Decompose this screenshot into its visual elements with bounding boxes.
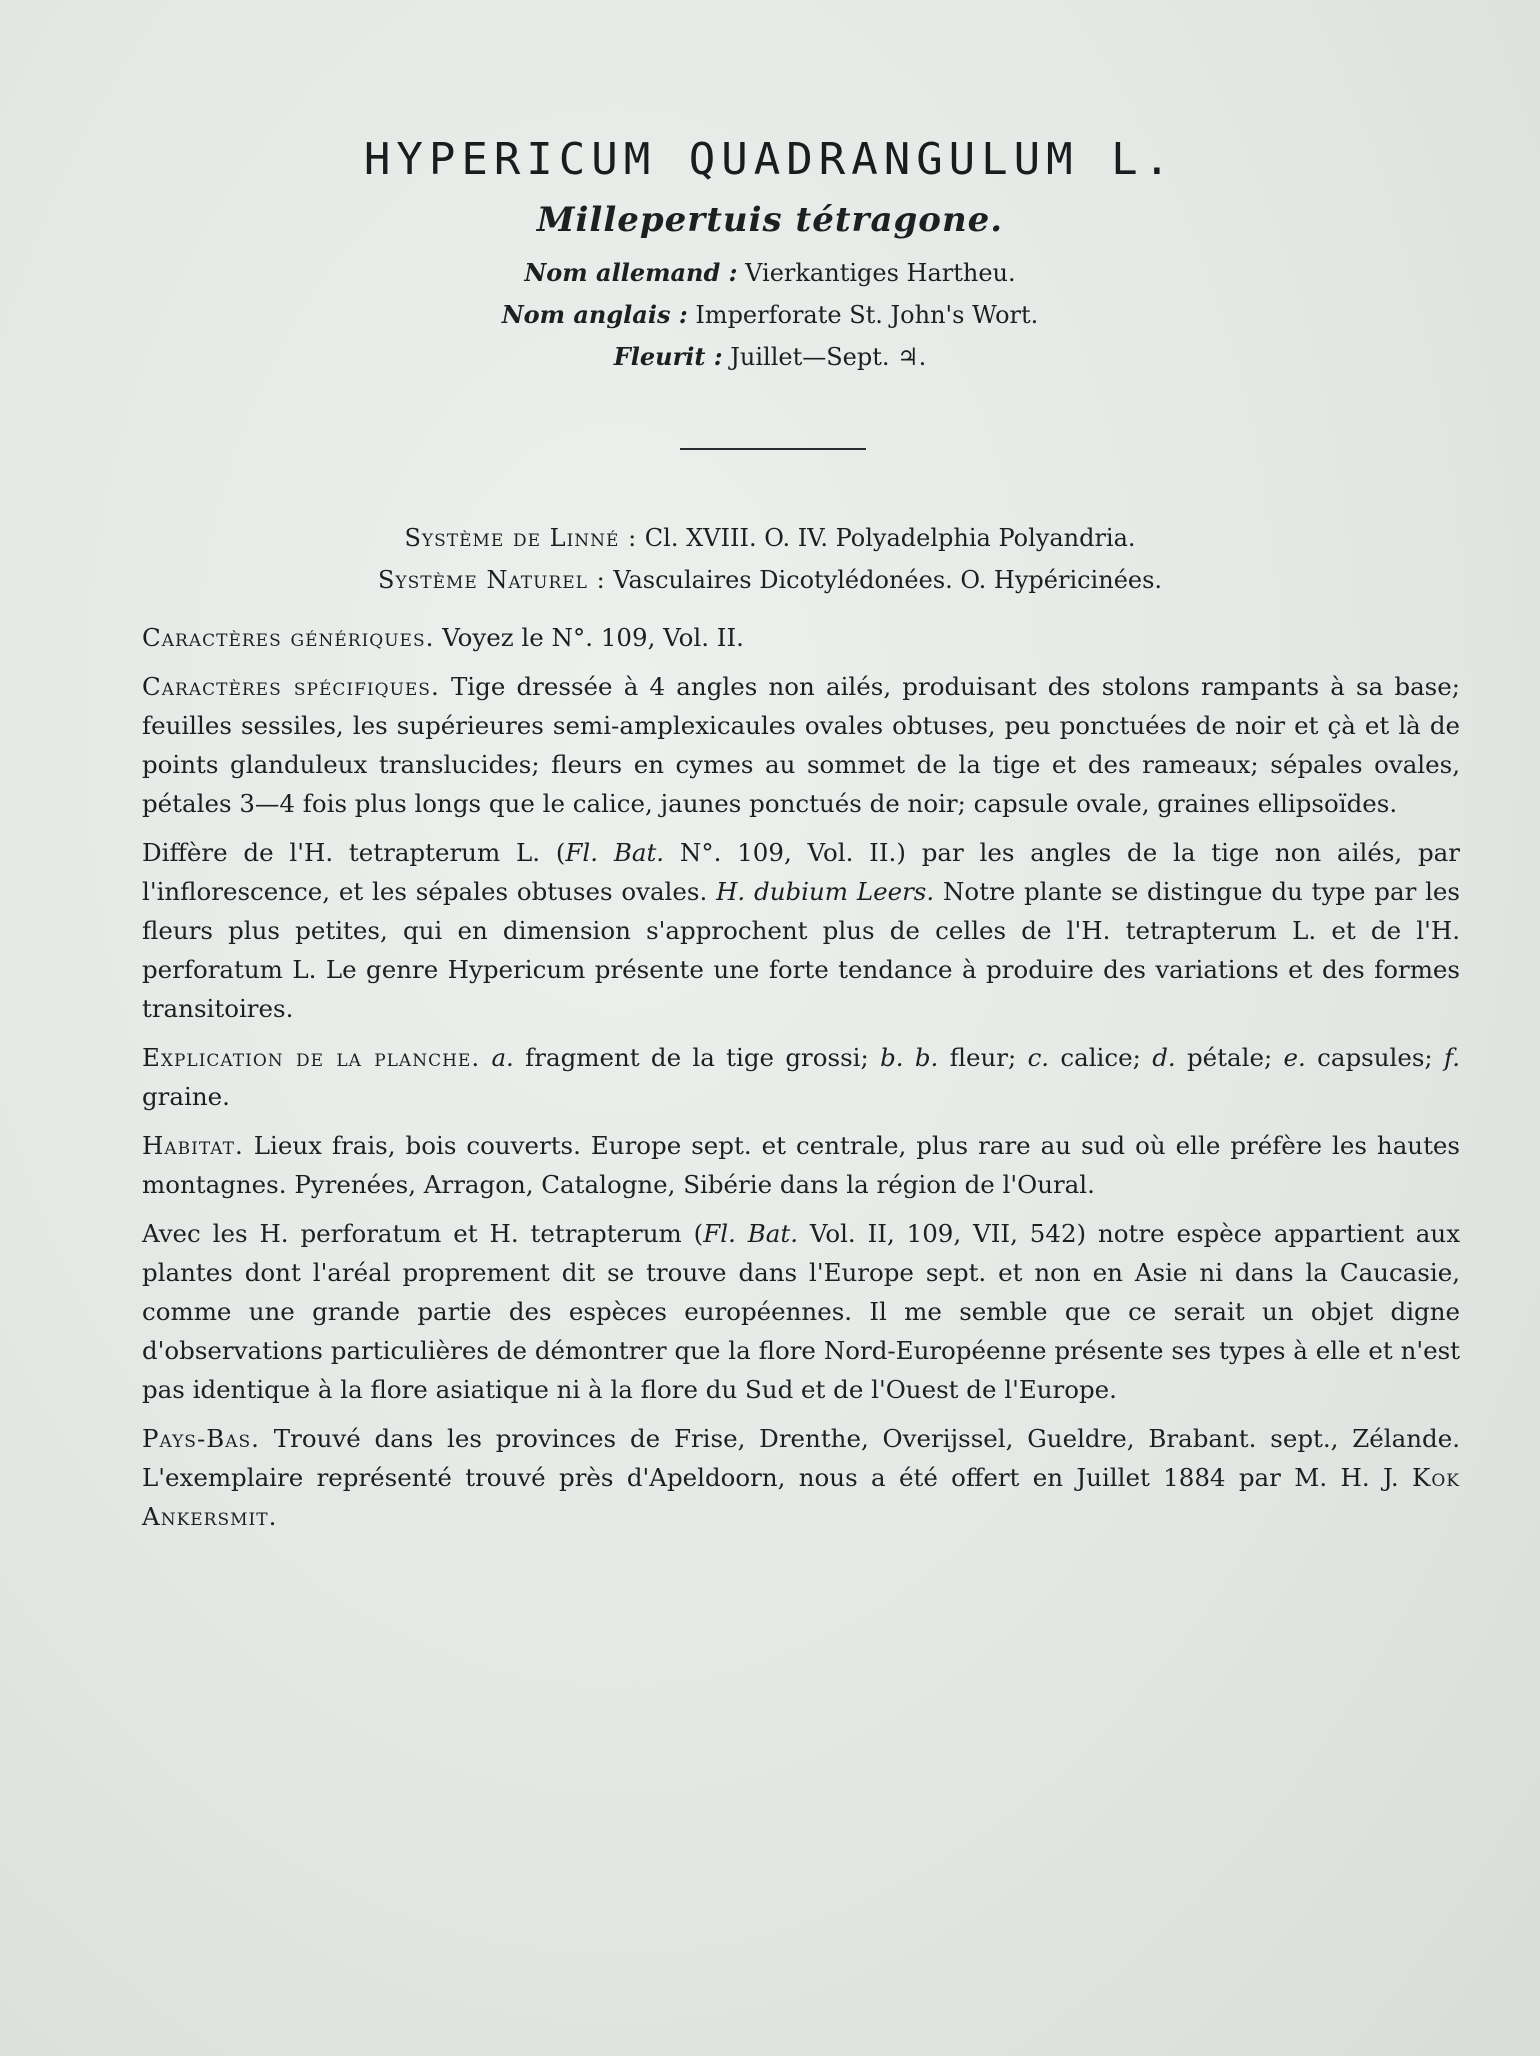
- distribution-text-a: Avec les H. perforatum et H. tetrapterum (: [142, 1219, 704, 1248]
- specific-characters-label: Caractères spécifiques.: [142, 672, 440, 701]
- habitat-paragraph: [142, 1126, 1460, 1204]
- differs-text-c: Notre plante se distingue du type par les fleurs plus petites, qui en dimension s'approchent plus de celles de l'H. tetrapterum L. et de l'H. perforatum L. Le genre Hypericum présente une forte tendance à produire des variations et des formes transitoires.: [142, 877, 1461, 1023]
- netherlands-paragraph: [142, 1419, 1460, 1536]
- specific-characters-paragraph: [142, 667, 1460, 823]
- generic-characters-paragraph: [142, 618, 1460, 657]
- plate-key-b: b. b.: [880, 1043, 939, 1072]
- generic-characters-text: Voyez le N°. 109, Vol. II.: [442, 623, 744, 652]
- specific-characters-text: Tige dressée à 4 angles non ailés, produisant des stolons rampants à sa base; feuilles sessiles, les supérieures semi-amplexicaules ovales obtuses, peu ponctuées de noir et çà et là de points glanduleux translucides; fleurs en cymes au sommet de la tige et des rameaux; sépales ovales, pétales 3—4 fois plus longs que le calice, jaunes ponctués de noir; capsule ovale, graines ellipsoïdes.: [142, 672, 1461, 818]
- english-name-line: [0, 300, 1540, 329]
- body-text: [142, 618, 1460, 1546]
- plate-key-b-text: fleur;: [938, 1043, 1028, 1072]
- plate-key-a-text: fragment de la tige grossi;: [513, 1043, 881, 1072]
- differs-text-a: Diffère de l'H. tetrapterum L. (: [142, 838, 566, 867]
- plate-explanation-paragraph: [142, 1038, 1460, 1116]
- plate-key-f: f.: [1444, 1043, 1460, 1072]
- generic-characters-label: Caractères génériques.: [142, 623, 435, 652]
- plate-key-d-text: pétale;: [1175, 1043, 1284, 1072]
- page-subtitle: Millepertuis tétragone.: [536, 200, 1004, 240]
- plate-key-d: d.: [1152, 1043, 1176, 1072]
- plate-explanation-label: Explication de la planche.: [142, 1043, 481, 1072]
- plate-key-c: c.: [1027, 1043, 1050, 1072]
- differs-text-b: N°. 109, Vol. II.) par les angles de la tige non ailés, par l'inflorescence, et les sépales obtuses ovales.: [142, 838, 1460, 906]
- linne-system-label: Système de Linné :: [404, 524, 638, 552]
- divider-rule: [680, 448, 866, 450]
- german-name-value: Vierkantiges Hartheu.: [745, 259, 1016, 287]
- german-name-line: [0, 258, 1540, 287]
- plate-key-e-text: capsules;: [1305, 1043, 1444, 1072]
- distribution-text-b: Vol. II, 109, VII, 542) notre espèce appartient aux plantes dont l'aréal proprement dit se trouve dans l'Europe sept. et non en Asie ni dans la Caucasie, comme une grande partie des espèces européennes. Il me semble que ce serait un objet digne d'observations particulières de démontrer que la flore Nord-Européenne présente ses types à elle et n'est pas identique à la flore asiatique ni à la flore du Sud et de l'Ouest de l'Europe.: [142, 1219, 1461, 1404]
- plate-key-c-text: calice;: [1049, 1043, 1153, 1072]
- differs-synonym: H. dubium Leers.: [716, 877, 935, 906]
- bloom-line: [0, 342, 1540, 371]
- donor-name: Kok Ankersmit.: [142, 1463, 1460, 1531]
- distribution-paragraph: [142, 1214, 1460, 1409]
- habitat-text: Lieux frais, bois couverts. Europe sept. et centrale, plus rare au sud où elle préfère les hautes montagnes. Pyrenées, Arragon, Catalogne, Sibérie dans la région de l'Oural.: [142, 1131, 1460, 1199]
- plate-key-f-text: graine.: [142, 1082, 230, 1111]
- natural-system-value: Vasculaires Dicotylédonées. O. Hypéricinées.: [613, 566, 1163, 594]
- differs-paragraph: [142, 833, 1460, 1028]
- page-title: HYPERICUM QUADRANGULUM L.: [363, 134, 1177, 185]
- bloom-label: Fleurit :: [613, 342, 723, 371]
- natural-system-line: [0, 566, 1540, 594]
- natural-system-label: Système Naturel :: [377, 566, 606, 594]
- habitat-label: Habitat.: [142, 1131, 244, 1160]
- differs-reference: Fl. Bat.: [565, 838, 665, 867]
- english-name-label: Nom anglais :: [501, 300, 688, 329]
- netherlands-text: Trouvé dans les provinces de Frise, Drenthe, Overijssel, Gueldre, Brabant. sept., Zélande. L'exemplaire représenté trouvé près d'Apeldoorn, nous a été offert en Juillet 1884 par M. H. J.: [142, 1424, 1460, 1492]
- english-name-value: Imperforate St. John's Wort.: [695, 301, 1039, 329]
- bloom-value: Juillet—Sept. ♃.: [730, 343, 927, 371]
- linne-system-line: [0, 524, 1540, 552]
- netherlands-label: Pays-Bas.: [142, 1424, 260, 1453]
- distribution-reference: Fl. Bat.: [703, 1219, 798, 1248]
- plate-key-e: e.: [1283, 1043, 1306, 1072]
- plate-key-a: a.: [491, 1043, 514, 1072]
- german-name-label: Nom allemand :: [524, 258, 738, 287]
- linne-system-value: Cl. XVIII. O. IV. Polyadelphia Polyandria.: [644, 524, 1136, 552]
